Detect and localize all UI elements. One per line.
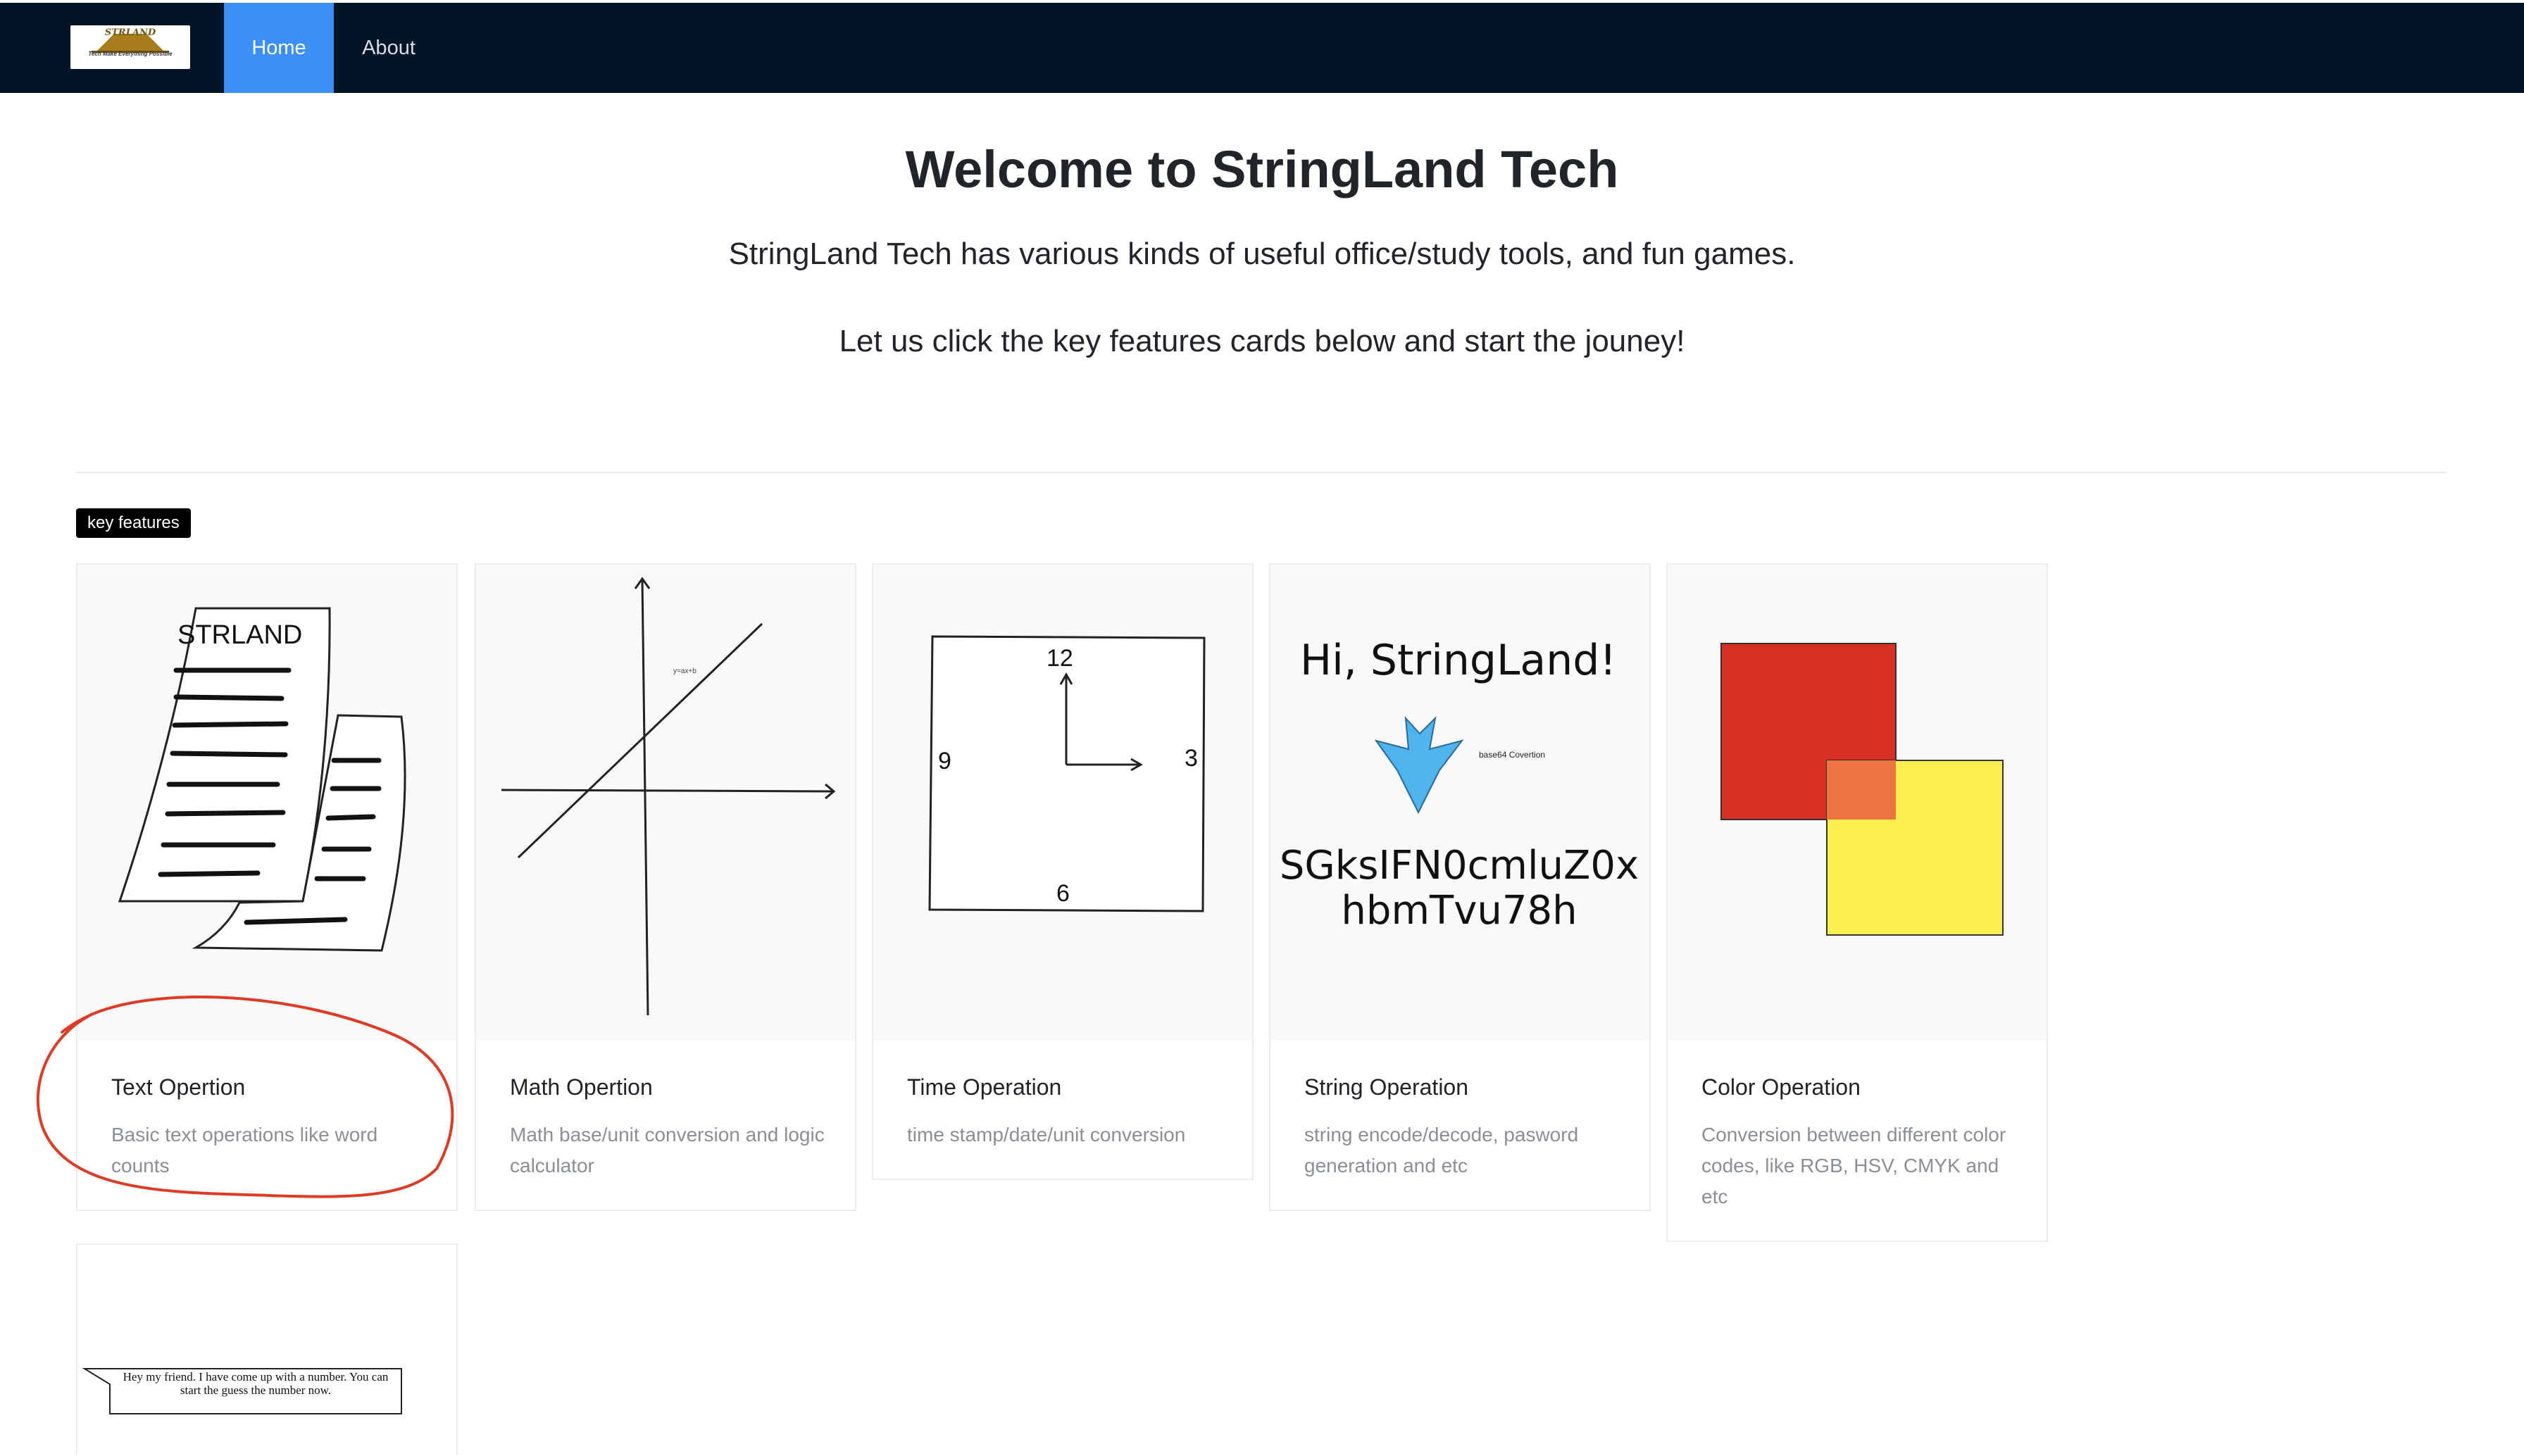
svg-text:6: 6	[1056, 880, 1070, 907]
top-navbar	[0, 0, 2524, 93]
card-color-operation[interactable]	[1666, 563, 2048, 1242]
svg-text:base64 Covertion: base64 Covertion	[1479, 750, 1546, 760]
key-features-badge: key features	[76, 508, 191, 538]
card-title: String Operation	[1304, 1074, 1469, 1100]
svg-text:3: 3	[1185, 745, 1198, 772]
card-image	[77, 1245, 456, 1456]
card-title: Color Operation	[1701, 1074, 1861, 1100]
clock-icon	[873, 565, 1252, 1041]
card-math-operation[interactable]	[475, 563, 856, 1211]
card-string-operation[interactable]	[1269, 563, 1651, 1211]
svg-text:Hi, StringLand!: Hi, StringLand!	[1300, 636, 1617, 685]
svg-text:hbmTvu78h: hbmTvu78h	[1341, 888, 1578, 934]
svg-text:9: 9	[938, 748, 951, 774]
card-image	[1270, 565, 1649, 1041]
hero-call-to-action: Let us click the key features cards below and start the jouney!	[839, 324, 1685, 358]
document-pages-icon	[77, 565, 456, 1041]
page-title: Welcome to StringLand Tech	[905, 140, 1619, 199]
card-time-operation[interactable]	[872, 563, 1254, 1180]
svg-text:y=ax+b: y=ax+b	[673, 667, 696, 675]
speech-bubble-icon	[77, 1245, 456, 1456]
hero-description: StringLand Tech has various kinds of useful office/study tools, and fun games.	[728, 237, 1796, 271]
svg-text:SGksIFN0cmluZ0x: SGksIFN0cmluZ0x	[1279, 843, 1639, 889]
card-text-operation[interactable]	[76, 563, 458, 1211]
card-description: time stamp/date/unit conversion	[907, 1124, 1186, 1146]
card-image	[476, 565, 855, 1041]
arrow-down-icon	[1376, 718, 1462, 812]
logo-text: STRLAND	[104, 27, 156, 38]
card-title: Math Opertion	[510, 1074, 653, 1100]
svg-text:12: 12	[1047, 645, 1073, 672]
card-description: Conversion between different color codes, like RGB, HSV, CMYK and etc	[1701, 1124, 2006, 1207]
brand-logo[interactable]	[70, 25, 190, 69]
card-image	[77, 565, 456, 1041]
card-title: Time Operation	[907, 1074, 1062, 1100]
card-description: string encode/decode, pasword generation and etc	[1304, 1124, 1579, 1176]
section-divider	[76, 472, 2447, 473]
nav-about[interactable]: About	[362, 37, 416, 59]
string-conversion-image	[1270, 565, 1649, 1041]
svg-text:STRLAND: STRLAND	[177, 620, 303, 650]
card-guess-number-game[interactable]	[76, 1243, 458, 1455]
logo-tagline: Tech Make Everything Possible	[88, 51, 173, 57]
line-graph-icon	[476, 565, 855, 1041]
card-image	[1668, 565, 2047, 1041]
card-description: Basic text operations like word counts	[111, 1124, 378, 1176]
nav-home[interactable]: Home	[224, 3, 334, 93]
card-title: Text Opertion	[111, 1074, 246, 1100]
color-squares-icon	[1668, 565, 2047, 1041]
card-description: Math base/unit conversion and logic calculator	[510, 1124, 825, 1176]
card-image	[873, 565, 1252, 1041]
speech-bubble-text: Hey my friend. I have come up with a number. You can start the guess the number now.	[123, 1370, 389, 1397]
